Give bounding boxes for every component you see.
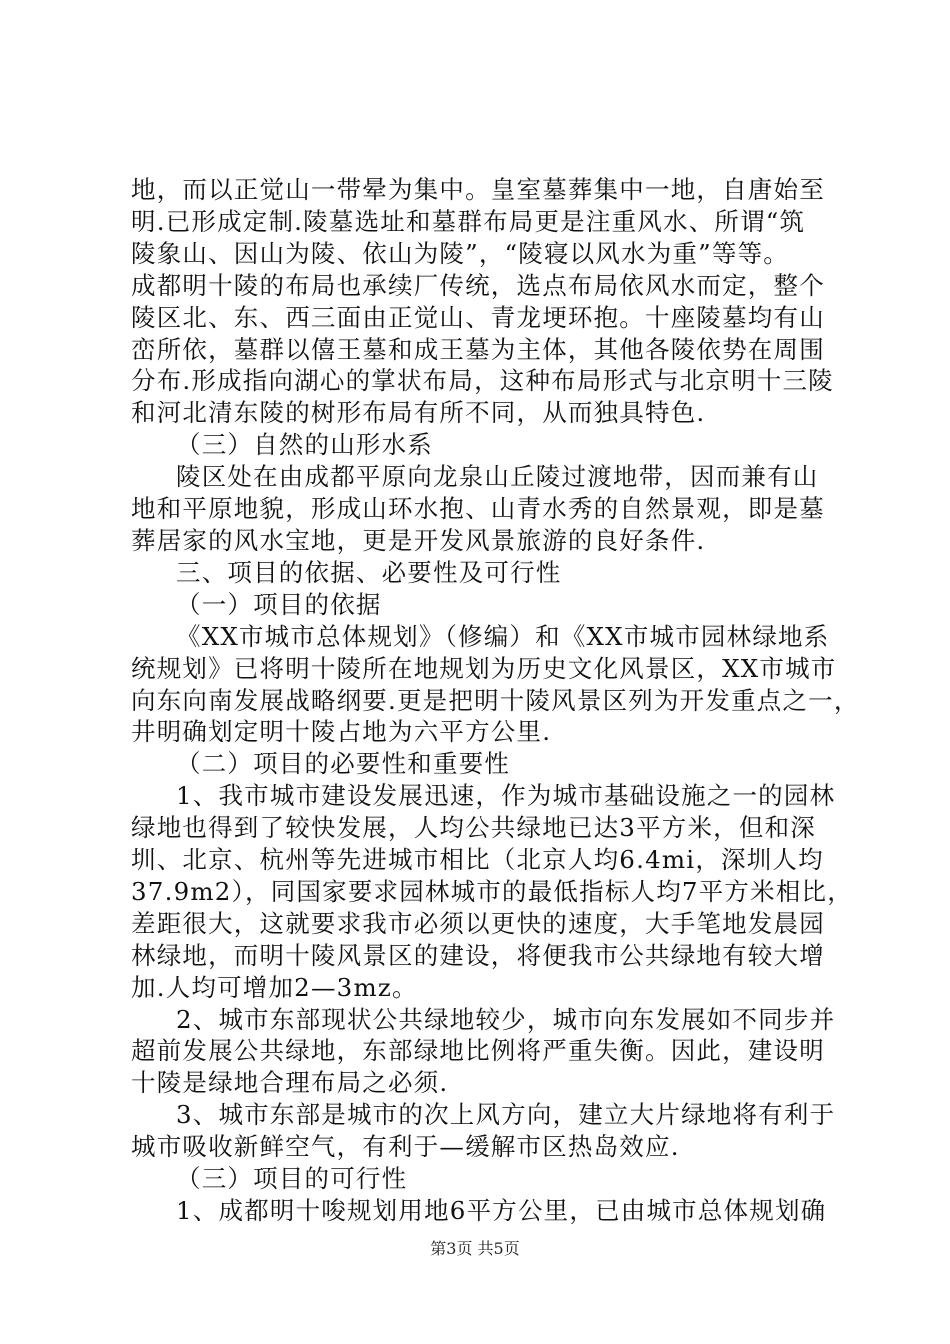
text-line: 向东向南发展战略纲要.更是把明十陵风景区列为开发重点之一，: [131, 686, 860, 715]
text-line: 林绿地，而明十陵风景区的建设，将便我市公共绿地有较大增: [131, 941, 825, 970]
text-line: 地，而以正觉山一带晕为集中。皇室墓葬集中一地，自唐始至: [131, 175, 825, 204]
text-line: 明.已形成定制.陵墓选址和墓群布局更是注重风水、所谓“筑: [131, 207, 806, 236]
section-heading: （三）项目的可行性: [176, 1164, 408, 1193]
section-heading: （一）项目的依据: [176, 590, 382, 619]
text-line: 分布.形成指向湖心的掌状布局，这种布局形式与北京明十三陵: [131, 366, 834, 395]
section-heading: （二）项目的必要性和重要性: [176, 749, 511, 778]
text-line: 加.人均可增加2—3mz。: [131, 973, 418, 1002]
text-line: 3、城市东部是城市的次上风方向，建立大片绿地将有利于: [176, 1100, 836, 1129]
text-line: 绿地也得到了较快发展，人均公共绿地已达3平方米，但和深: [131, 813, 816, 842]
text-line: 陵区处在由成都平原向龙泉山丘陵过渡地带，因而兼有山: [176, 462, 819, 491]
text-line: 十陵是绿地合理布局之必须.: [131, 1068, 449, 1097]
section-heading: 三、项目的依据、必要性及可行性: [176, 558, 562, 587]
section-heading: （三）自然的山形水系: [176, 430, 433, 459]
text-line: 37.9m2），同国家要求园林城市的最低指标人均7平方米相比，: [131, 877, 853, 906]
text-line: 1、我市城市建设发展迅速，作为城市基础设施之一的园林: [176, 781, 836, 810]
text-line: 城市吸收新鲜空气，有利于—缓解市区热岛效应.: [131, 1132, 680, 1161]
text-line: 陵区北、东、西三面由正觉山、青龙埂环抱。十座陵墓均有山: [131, 303, 825, 332]
text-line: 1、成都明十唆规划用地6平方公里，已由城市总体规划确: [176, 1196, 827, 1225]
text-line: 井明确划定明十陵占地为六平方公里.: [131, 717, 552, 746]
text-line: 超前发展公共绿地，东部绿地比例将严重失衡。因此，建设明: [131, 1036, 825, 1065]
text-line: 葬居家的风水宝地，更是开发风景旅游的良好条件.: [131, 526, 706, 555]
text-line: 统规划》已将明十陵所在地规划为历史文化风景区，XX市城市: [131, 654, 837, 683]
page-footer: 第3页 共5页: [430, 1239, 520, 1258]
text-line: 和河北清东陵的树形布局有所不同，从而独具特色.: [131, 398, 706, 427]
text-line: 差距很大，这就要求我市必须以更快的速度，大手笔地发晨园: [131, 909, 825, 938]
text-line: 陵象山、因山为陵、依山为陵”，“陵寝以风水为重”等等。: [131, 239, 789, 268]
text-line: 峦所依，墓群以僖王墓和成王墓为主体，其他各陵依势在周围: [131, 335, 825, 364]
text-line: 圳、北京、杭州等先进城市相比（北京人均6.4mi，深圳人均: [131, 845, 824, 874]
text-line: 成都明十陵的布局也承续厂传统，选点布局依风水而定，整个: [131, 271, 825, 300]
text-line: 2、城市东部现状公共绿地较少，城市向东发展如不同步并: [176, 1005, 836, 1034]
text-line: 地和平原地貌，形成山环水抱、山青水秀的自然景观，即是墓: [131, 494, 825, 523]
text-line: 《XX市城市总体规划》（修编）和《XX市城市园林绿地系: [176, 622, 830, 651]
